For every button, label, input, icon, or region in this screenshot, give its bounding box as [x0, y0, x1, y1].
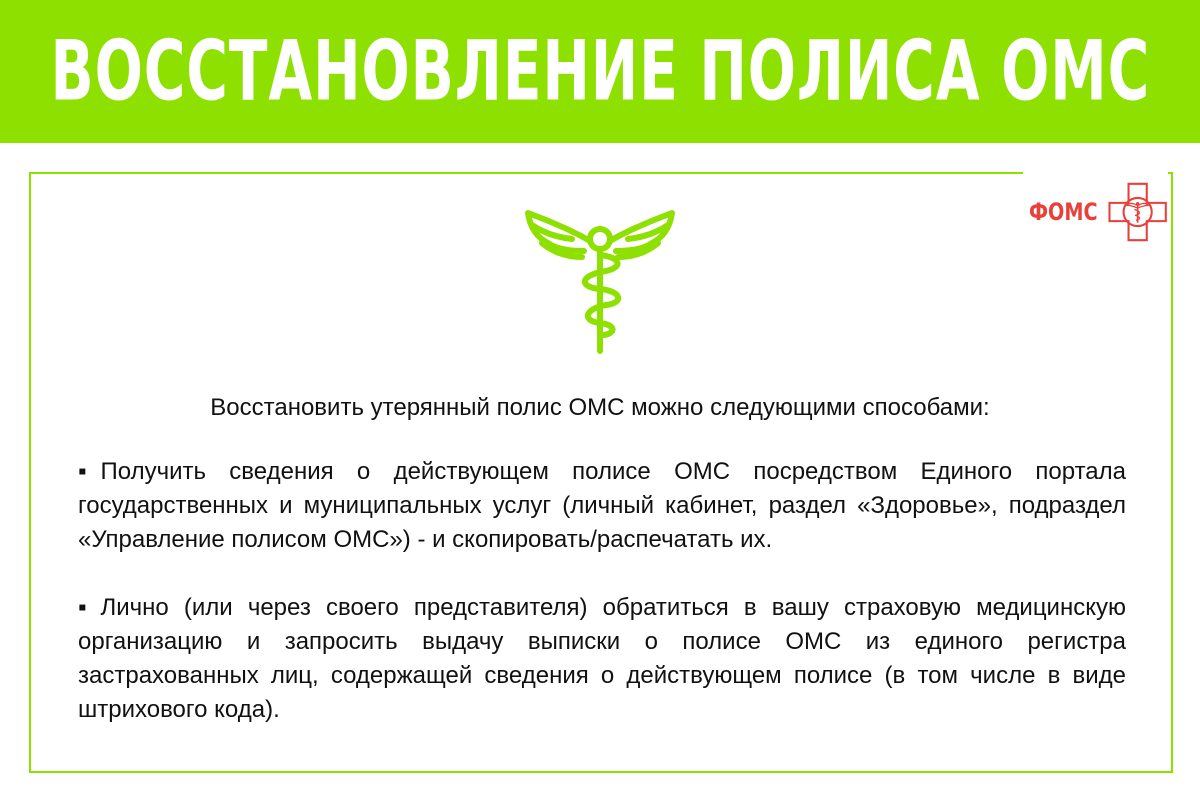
list-item-text: Получить сведения о действующем полисе ОМС посредством Единого портала государственных и муниципальных услуг (личный кабинет, раздел «Здоровье», подраздел «Управление полисом ОМС») - и скопировать/распечатать их. — [78, 458, 1126, 553]
header-banner — [0, 0, 1200, 143]
foms-logo — [1023, 172, 1168, 252]
intro-text: Восстановить утерянный полис ОМС можно следующими способами: — [210, 394, 990, 421]
page-title: ВОССТАНОВЛЕНИЕ ПОЛИСА ОМС — [50, 23, 1150, 120]
logo-text: ФОМС — [1029, 198, 1098, 226]
list-item-text: Лично (или через своего представителя) обратиться в вашу страховую медицинскую организацию и запросить выдачу выписки о полисе ОМС из единого регистра застрахованных лиц, содержащей сведения о действующем полисе (в том числе в виде штрихового кода). — [78, 594, 1126, 723]
caduceus-icon — [520, 205, 680, 357]
list-item — [78, 591, 1126, 727]
medical-cross-icon — [1107, 175, 1168, 249]
bullet-marker: ▪ — [78, 458, 87, 485]
bullet-marker: ▪ — [78, 594, 87, 621]
list-item — [78, 455, 1126, 557]
